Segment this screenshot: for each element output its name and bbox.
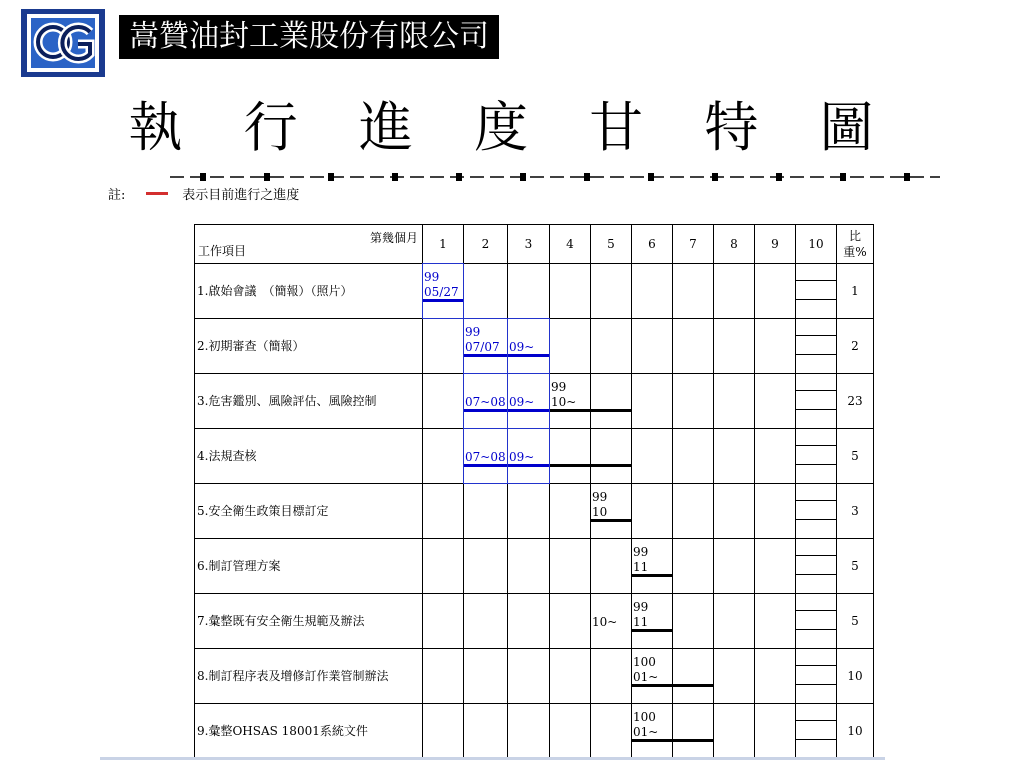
cell-divider (796, 280, 836, 281)
decorative-dash-line (170, 170, 940, 184)
weight-cell: 3 (837, 484, 874, 539)
header-item-cell (195, 225, 423, 264)
cell-divider (796, 720, 836, 721)
month-cell (591, 649, 632, 704)
page-title: 執 行 進 度 甘 特 圖 (128, 96, 896, 159)
month-cell (755, 264, 796, 319)
month-cell (591, 264, 632, 319)
month-cell (464, 484, 508, 539)
schedule-label: 05/27 (424, 285, 459, 299)
month-cell (714, 374, 755, 429)
dash-tick-mark (776, 173, 782, 181)
dash-tick-mark (584, 173, 590, 181)
progress-bar (673, 739, 713, 742)
cell-divider (796, 739, 836, 740)
weight-cell: 23 (837, 374, 874, 429)
month-cell (714, 319, 755, 374)
month-cell (673, 319, 714, 374)
month-cell (464, 594, 508, 649)
dash-tick-mark (904, 173, 910, 181)
month-cell (796, 704, 837, 759)
month-cell (591, 484, 632, 539)
header-months-label: 第幾個月 (369, 231, 418, 245)
cell-divider (796, 354, 836, 355)
oc-logo-icon (20, 8, 106, 78)
weight-cell: 10 (837, 649, 874, 704)
month-cell (673, 264, 714, 319)
month-cell (508, 319, 550, 374)
month-cell (673, 704, 714, 759)
progress-bar (591, 519, 631, 522)
schedule-label: 11 (633, 615, 649, 629)
month-cell (591, 704, 632, 759)
dash-tick-mark (264, 173, 270, 181)
progress-bar (550, 464, 590, 467)
month-cell (673, 594, 714, 649)
legend-note (108, 186, 299, 206)
cell-divider (796, 555, 836, 556)
month-cell (673, 374, 714, 429)
month-cell (755, 594, 796, 649)
table-row (195, 649, 874, 704)
month-cell (591, 319, 632, 374)
month-cell (755, 484, 796, 539)
month-cell (714, 484, 755, 539)
month-cell (423, 319, 464, 374)
month-cell (591, 539, 632, 594)
progress-bar (632, 574, 672, 577)
month-cell (632, 649, 673, 704)
schedule-label: 07/07 (465, 340, 500, 354)
weight-header (837, 225, 874, 264)
weight-header-line1: 比 (848, 229, 861, 243)
month-cell (550, 704, 591, 759)
note-text: 表示目前進行之進度 (182, 188, 300, 203)
month-cell (796, 264, 837, 319)
month-cell (423, 704, 464, 759)
cell-divider (796, 390, 836, 391)
weight-cell: 10 (837, 704, 874, 759)
month-header: 8 (714, 225, 755, 264)
task-name: 6.制訂管理方案 (195, 539, 423, 594)
weight-cell: 5 (837, 539, 874, 594)
progress-bar (508, 409, 549, 412)
progress-bar (591, 409, 631, 412)
month-cell (632, 319, 673, 374)
month-cell (550, 319, 591, 374)
month-cell (796, 319, 837, 374)
schedule-label: 100 (633, 710, 656, 724)
cell-divider (796, 665, 836, 666)
month-cell (508, 374, 550, 429)
weight-header-line2: 重% (843, 245, 867, 259)
schedule-label: 09~ (509, 340, 535, 354)
company-name: 嵩贊油封工業股份有限公司 (119, 15, 499, 59)
month-cell (632, 704, 673, 759)
task-name: 7.彙整既有安全衛生規範及辦法 (195, 594, 423, 649)
note-label: 註: (108, 188, 126, 203)
cell-divider (796, 445, 836, 446)
dash-tick-mark (200, 173, 206, 181)
month-header: 9 (755, 225, 796, 264)
month-cell (550, 539, 591, 594)
progress-bar (423, 299, 463, 302)
month-cell (423, 264, 464, 319)
cell-divider (796, 335, 836, 336)
month-cell (796, 374, 837, 429)
cell-divider (796, 299, 836, 300)
weight-cell: 5 (837, 594, 874, 649)
month-cell (508, 704, 550, 759)
dash-tick-mark (392, 173, 398, 181)
month-cell (464, 374, 508, 429)
month-cell (796, 649, 837, 704)
progress-bar (508, 464, 549, 467)
month-header: 7 (673, 225, 714, 264)
dash-tick-mark (456, 173, 462, 181)
cell-divider (796, 610, 836, 611)
dash-tick-mark (648, 173, 654, 181)
month-cell (755, 319, 796, 374)
progress-bar (673, 684, 713, 687)
table-row (195, 594, 874, 649)
cell-divider (796, 684, 836, 685)
month-cell (796, 484, 837, 539)
month-cell (550, 374, 591, 429)
cell-divider (796, 464, 836, 465)
progress-marker (146, 192, 168, 195)
month-cell (755, 649, 796, 704)
progress-bar (591, 464, 631, 467)
month-header: 5 (591, 225, 632, 264)
progress-bar (464, 354, 507, 357)
cell-divider (796, 409, 836, 410)
month-cell (464, 319, 508, 374)
dash-tick-mark (712, 173, 718, 181)
month-cell (464, 539, 508, 594)
weight-cell: 1 (837, 264, 874, 319)
schedule-label: 09~ (509, 450, 535, 464)
month-cell (508, 539, 550, 594)
month-header: 2 (464, 225, 508, 264)
month-cell (550, 484, 591, 539)
month-cell (464, 429, 508, 484)
gantt-table (194, 224, 874, 759)
task-name: 1.啟始會議 （簡報）（照片） (195, 264, 423, 319)
month-cell (714, 649, 755, 704)
month-cell (423, 649, 464, 704)
schedule-label: 99 (465, 325, 481, 339)
progress-bar (632, 739, 672, 742)
dash-tick-mark (328, 173, 334, 181)
task-name: 9.彙整OHSAS 18001系統文件 (195, 704, 423, 759)
table-row (195, 264, 874, 319)
month-cell (714, 429, 755, 484)
table-row (195, 319, 874, 374)
schedule-label: 01~ (633, 670, 659, 684)
task-name: 8.制訂程序表及增修訂作業管制辦法 (195, 649, 423, 704)
month-cell (673, 539, 714, 594)
month-cell (714, 594, 755, 649)
schedule-label: 11 (633, 560, 649, 574)
month-cell (796, 594, 837, 649)
table-row (195, 539, 874, 594)
schedule-label: 99 (551, 380, 567, 394)
month-cell (796, 539, 837, 594)
month-cell (464, 649, 508, 704)
month-header: 3 (508, 225, 550, 264)
progress-bar (508, 354, 549, 357)
month-cell (550, 594, 591, 649)
company-logo (20, 8, 106, 78)
dash-tick-mark (520, 173, 526, 181)
schedule-label: 10~ (551, 395, 577, 409)
month-cell (714, 704, 755, 759)
month-cell (755, 539, 796, 594)
month-cell (423, 484, 464, 539)
month-cell (508, 429, 550, 484)
task-name: 2.初期審查（簡報） (195, 319, 423, 374)
month-cell (755, 429, 796, 484)
month-cell (714, 539, 755, 594)
schedule-label: 100 (633, 655, 656, 669)
month-cell (550, 649, 591, 704)
month-cell (632, 374, 673, 429)
month-cell (464, 704, 508, 759)
schedule-label: 10~ (592, 615, 618, 629)
month-cell (423, 594, 464, 649)
month-header: 1 (423, 225, 464, 264)
schedule-label: 07~08 (465, 395, 506, 409)
cell-divider (796, 574, 836, 575)
schedule-label: 09~ (509, 395, 535, 409)
month-cell (673, 484, 714, 539)
dash-tick-mark (840, 173, 846, 181)
month-cell (550, 429, 591, 484)
schedule-label: 99 (424, 270, 440, 284)
month-cell (632, 429, 673, 484)
schedule-label: 99 (633, 545, 649, 559)
table-header-row (195, 225, 874, 264)
progress-bar (550, 409, 590, 412)
month-cell (673, 429, 714, 484)
progress-bar (464, 464, 507, 467)
cell-divider (796, 519, 836, 520)
month-cell (673, 649, 714, 704)
header-items-label: 工作項目 (198, 244, 247, 258)
month-cell (508, 264, 550, 319)
progress-bar (632, 684, 672, 687)
month-cell (423, 374, 464, 429)
weight-cell: 2 (837, 319, 874, 374)
schedule-label: 99 (633, 600, 649, 614)
schedule-label: 99 (592, 490, 608, 504)
month-cell (464, 264, 508, 319)
task-name: 3.危害鑑別、風險評估、風險控制 (195, 374, 423, 429)
month-cell (714, 264, 755, 319)
table-row (195, 429, 874, 484)
table-row (195, 704, 874, 759)
month-cell (632, 594, 673, 649)
month-cell (508, 594, 550, 649)
month-cell (755, 704, 796, 759)
month-header: 6 (632, 225, 673, 264)
month-cell (632, 264, 673, 319)
month-cell (755, 374, 796, 429)
bottom-strip (100, 757, 885, 760)
month-cell (508, 649, 550, 704)
month-cell (591, 429, 632, 484)
progress-bar (632, 629, 672, 632)
weight-cell: 5 (837, 429, 874, 484)
task-name: 4.法規查核 (195, 429, 423, 484)
month-cell (550, 264, 591, 319)
schedule-label: 01~ (633, 725, 659, 739)
month-cell (796, 429, 837, 484)
month-header: 10 (796, 225, 837, 264)
month-cell (508, 484, 550, 539)
month-cell (423, 429, 464, 484)
schedule-label: 07~08 (465, 450, 506, 464)
table-row (195, 374, 874, 429)
table-row (195, 484, 874, 539)
progress-bar (464, 409, 507, 412)
month-cell (632, 539, 673, 594)
month-cell (591, 374, 632, 429)
month-cell (591, 594, 632, 649)
task-name: 5.安全衛生政策目標訂定 (195, 484, 423, 539)
cell-divider (796, 629, 836, 630)
cell-divider (796, 500, 836, 501)
month-cell (632, 484, 673, 539)
schedule-label: 10 (592, 505, 608, 519)
month-header: 4 (550, 225, 591, 264)
month-cell (423, 539, 464, 594)
